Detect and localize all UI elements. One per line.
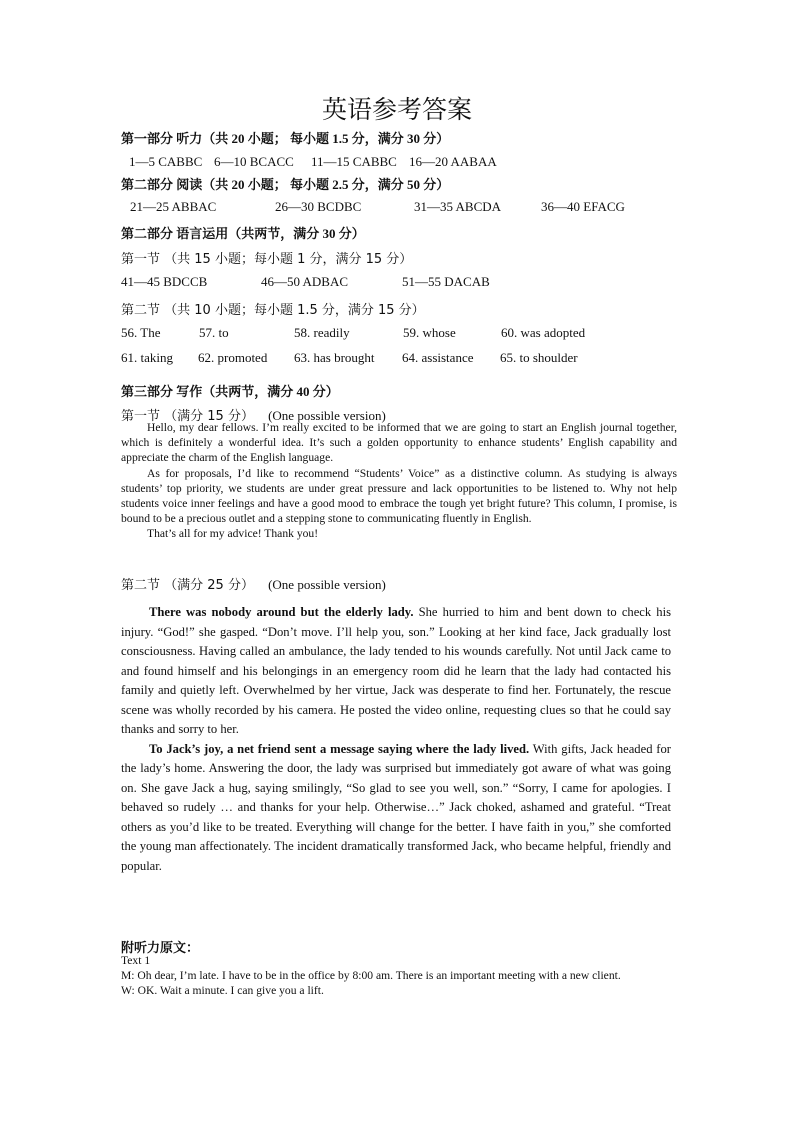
section1-answer: 41—45 BDCCB (121, 274, 208, 289)
story-paragraph (121, 603, 671, 740)
essay-paragraph: Hello, my dear fellows. I’m really excited to be informed that we are going to start an English journal together, which is definitely a wonderful idea. It’s such a golden opportunity to enhance students’ English capability and appreciate the charm of the English language. (121, 421, 677, 465)
story-text: She hurried to him and bent down to check his injury. “God!” she gasped. “Don’t move. I’ll help you, son.” Looking at her kind face, Jack gradually lost consciousness. Having called an ambulance, the lady tended to his wounds carefully. Not until Jack came to and found himself and his belongings in an emergency room did he learn that the lady had contacted his family and quietly left. Overwhelmed by her virtue, Jack was desperate to find her. Fortunately, the rescue scene was wholly recorded by his camera. He posted the video online, requesting clues so that he could say thanks and sorry to her. (121, 605, 671, 736)
writing-section2-version: (One possible version) (268, 577, 386, 592)
listening-transcript (121, 953, 681, 999)
section1-answer: 46—50 ADBAC (261, 274, 349, 289)
story-lead-sentence: There was nobody around but the elderly lady. (149, 605, 414, 619)
transcript-line: Text 1 (121, 954, 151, 967)
transcript-line: W: OK. Wait a minute. I can give you a lift. (121, 984, 324, 998)
part1-answer: 16—20 AABAA (409, 154, 497, 169)
part3-section1-heading: 第一节 （共 15 小题；每小题 1 分，满分 15 分） (121, 252, 413, 267)
part1-answer: 6—10 BCACC (214, 154, 294, 169)
section2-answer: 61. taking (121, 350, 173, 365)
part3-heading: 第二部分 语言运用（共两节，满分 30 分） (121, 226, 365, 241)
part1-heading: 第一部分 听力（共 20 小题； 每小题 1.5 分，满分 30 分） (121, 131, 450, 146)
writing-section1-title: 第一节 （满分 15 分） (121, 409, 254, 424)
section1-answer: 51—55 DACAB (402, 274, 490, 289)
transcript-line: M: Oh dear, I’m late. I have to be in the office by 8:00 am. There is an important meeting with a new client. (121, 969, 621, 983)
essay-paragraph: That’s all for my advice! Thank you! (147, 527, 319, 541)
section2-answer: 56. The (121, 325, 161, 340)
section2-answer: 58. readily (294, 325, 350, 340)
listening-heading: 附听力原文： (121, 940, 200, 955)
part2-answer: 21—25 ABBAC (130, 199, 217, 214)
section2-answer: 65. to shoulder (500, 350, 578, 365)
writing-section2-title: 第二节 （满分 25 分） (121, 578, 254, 593)
section2-answer: 60. was adopted (501, 325, 586, 340)
part1-answer: 1—5 CABBC (129, 154, 203, 169)
page-title: 英语参考答案 (321, 95, 472, 124)
part3-section2-heading: 第二节 （共 10 小题；每小题 1.5 分，满分 15 分） (121, 303, 425, 318)
part2-answer: 26—30 BCDBC (275, 199, 362, 214)
section2-answer: 57. to (199, 325, 229, 340)
story-text: With gifts, Jack headed for the lady’s home. Answering the door, the lady was surprised but immediately got aware of what was going on. She gave Jack a hug, saying smilingly, “So glad to see you well, son.” “Sorry, I came for apologies. I behaved so rudely … and thanks for your help. Otherwise…” Jack choked, ashamed and grateful. “Treat others as you’d like to be treated. Everything will change for the better. I have faith in you,” she comforted the young man affectionately. The incident dramatically transformed Jack, who became helpful, friendly and popular. (121, 741, 671, 873)
writing-section1-essay (121, 420, 677, 542)
essay-paragraph: As for proposals, I’d like to recommend “Students’ Voice” as a distinctive column. As studying is always students’ top priority, we students are under great pressure and lack opportunities to be listened to. Why not help students voice inner feelings and have a good mood to embrace the tough yet bright future? This column, I promise, is bound to be a precious outlet and a stepping stone to communicating fluently in English. (121, 466, 677, 526)
story-lead-sentence: To Jack’s joy, a net friend sent a message saying where the lady lived. (149, 741, 530, 756)
writing-section1-version: (One possible version) (268, 408, 386, 423)
writing-section2-story (121, 603, 671, 876)
writing-section2-heading (121, 574, 386, 593)
part4-heading: 第三部分 写作（共两节，满分 40 分） (121, 384, 339, 399)
section2-answer: 64. assistance (402, 350, 474, 365)
section2-answer: 59. whose (403, 325, 456, 340)
section2-answer: 63. has brought (294, 350, 375, 365)
part2-answer: 36—40 EFACG (541, 199, 625, 214)
part2-heading: 第二部分 阅读（共 20 小题； 每小题 2.5 分，满分 50 分） (121, 177, 450, 192)
part2-answer: 31—35 ABCDA (414, 199, 502, 214)
section2-answer: 62. promoted (198, 350, 268, 365)
story-paragraph (121, 740, 671, 877)
part1-answer: 11—15 CABBC (311, 154, 397, 169)
